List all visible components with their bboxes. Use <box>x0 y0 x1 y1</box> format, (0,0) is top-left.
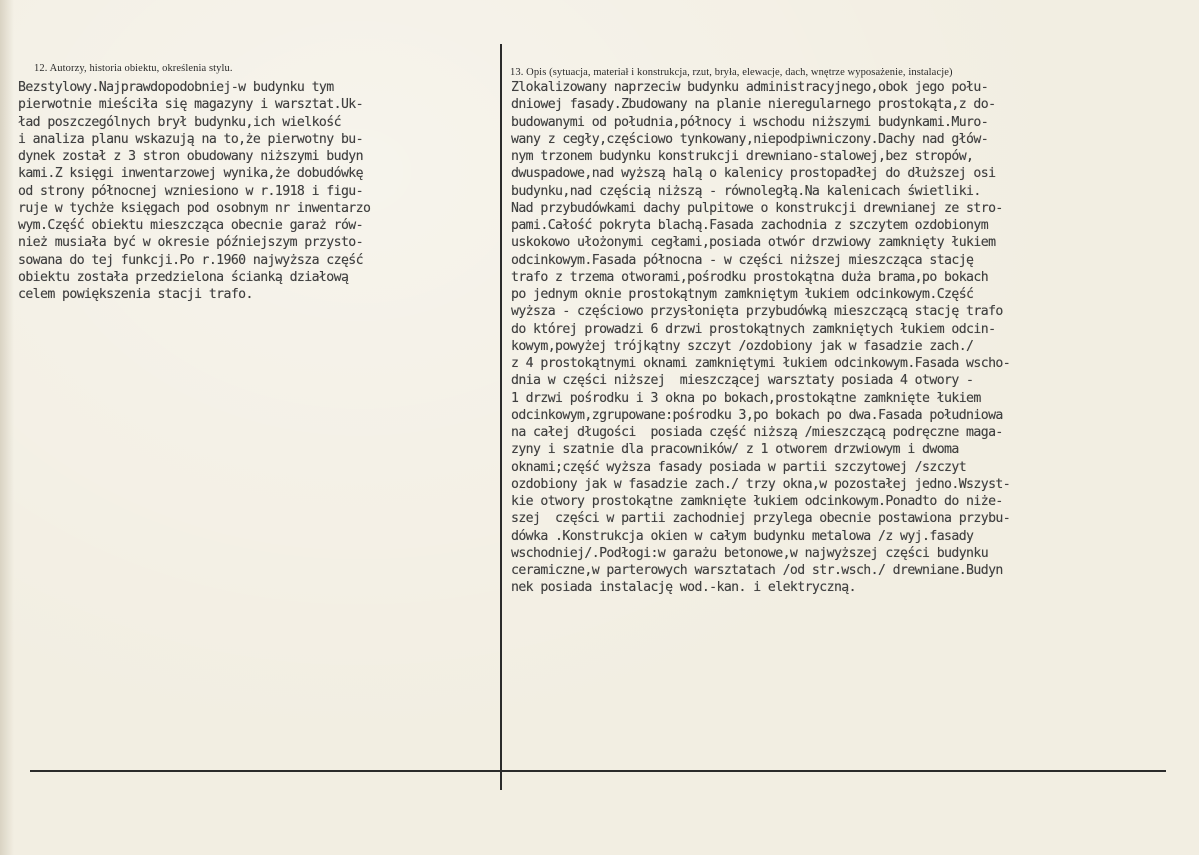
description-text-line: odcinkowym,zgrupowane:pośrodku 3,po bokach po dwa.Fasada południowa <box>511 407 1003 423</box>
description-text-line: Zlokalizowany naprzeciw budynku administracyjnego,obok jego połu- <box>511 80 989 95</box>
bottom-rule <box>30 770 1166 772</box>
description-text-line: wschodniej/.Podłogi:w garażu betonowe,w najwyższej części budynku <box>511 545 989 561</box>
description-text-line: na całej długości posiada część niższą /mieszczącą podręczne maga- <box>511 425 1003 440</box>
history-text-line: dynek został z 3 stron obudowany niższymi budyn <box>18 149 363 164</box>
description-text-line: pami.Całość pokryta blachą.Fasada zachodnia z szczytem ozdobionym <box>511 218 989 233</box>
description-text-line: 1 drzwi pośrodku i 3 okna po bokach,prostokątne zamknięte łukiem <box>511 390 981 406</box>
history-text-line: celem powiększenia stacji trafo. <box>18 287 253 302</box>
description-text-line: wyższa - częściowo przysłonięta przybudówką mieszczącą stację trafo <box>511 304 1003 320</box>
description-text-line: dnia w części niższej mieszczącej warsztaty posiada 4 otwory - <box>511 373 974 389</box>
description-text-line: oknami;część wyższa fasady posiada w partii szczytowej /szczyt <box>511 459 967 475</box>
column-divider <box>500 44 502 790</box>
history-text-line: i analiza planu wskazują na to,że pierwotny bu- <box>18 131 363 147</box>
history-text-line: obiektu została przedzielona ścianką działową <box>18 269 349 285</box>
page-edge-shadow <box>0 0 14 855</box>
description-text-line: szej części w partii zachodniej przylega obecnie postawiona przybu- <box>511 511 1011 527</box>
description-text-line: uskokowo ułożonymi cegłami,posiada otwór drzwiowy zamknięty łukiem <box>511 235 996 251</box>
description-text-line: z 4 prostokątnymi oknami zamkniętymi łukiem odcinkowym.Fasada wscho- <box>511 356 1011 371</box>
description-text <box>511 79 1010 597</box>
history-text-line: ruje w tychże księgach pod osobnym nr inwentarzo <box>18 200 371 216</box>
description-text-line: nek posiada instalację wod.-kan. i elektryczną. <box>511 580 856 596</box>
history-text-line: wym.Część obiektu mieszcząca obecnie garaż rów- <box>18 218 363 233</box>
description-text-line: odcinkowym.Fasada północna - w części niższej mieszcząca stację <box>511 252 974 268</box>
history-text-line: ład poszczególnych brył budynku,ich wielkość <box>18 114 341 130</box>
description-text-line: ceramiczne,w parterowych warsztatach /od str.wsch./ drewniane.Budyn <box>511 563 1003 578</box>
description-text-line: Nad przybudówkami dachy pulpitowe o konstrukcji drewnianej ze stro- <box>511 200 1003 216</box>
description-text-line: kowym,powyżej trójkątny szczyt /ozdobiony jak w fasadzie zach./ <box>511 338 974 354</box>
history-text-line: sowana do tej funkcji.Po r.1960 najwyższa część <box>18 252 363 268</box>
description-text-line: nym trzonem budynku konstrukcji drewniano-stalowej,bez stropów, <box>511 149 974 164</box>
history-text-line: nież musiała być w okresie późniejszym przysto- <box>18 235 363 251</box>
description-text-line: dówka .Konstrukcja okien w całym budynku metalowa /z wyj.fasady <box>511 528 974 544</box>
description-text-line: zyny i szatnie dla pracowników/ z 1 otworem drzwiowym i dwoma <box>511 442 959 458</box>
history-text <box>18 79 370 303</box>
history-text-line: kami.Z księgi inwentarzowej wynika,że dobudówkę <box>18 166 363 182</box>
description-text-line: kie otwory prostokątne zamknięte łukiem odcinkowym.Ponadto do niże- <box>511 494 1003 509</box>
description-text-line: po jednym oknie prostokątnym zamkniętym łukiem odcinkowym.Część <box>511 287 974 302</box>
history-text-line: Bezstylowy.Najprawdopodobniej-w budynku tym <box>18 80 334 95</box>
description-text-line: dwuspadowe,nad wyższą halą o kalenicy prostopadłej do dłuższej osi <box>511 166 996 182</box>
description-text-line: ozdobiony jak w fasadzie zach./ trzy okna,w pozostałej jedno.Wszyst- <box>511 476 1011 492</box>
history-text-line: od strony północnej wzniesiono w r.1918 i figu- <box>18 183 363 199</box>
description-text-line: trafo z trzema otworami,pośrodku prostokątna duża brama,po bokach <box>511 269 989 285</box>
description-text-line: wany z cegły,częściowo tynkowany,niepodpiwniczony.Dachy nad głów- <box>511 131 989 147</box>
description-text-line: dniowej fasady.Zbudowany na planie nieregularnego prostokąta,z do- <box>511 97 996 113</box>
description-text-line: do której prowadzi 6 drzwi prostokątnych zamkniętych łukiem odcin- <box>511 321 996 337</box>
description-text-line: budynku,nad częścią niższą - równoległą.Na kalenicach świetliki. <box>511 183 981 199</box>
section-12-header: 12. Autorzy, historia obiektu, określenia stylu. <box>34 63 233 74</box>
history-text-line: pierwotnie mieściła się magazyny i warsztat.Uk- <box>18 97 363 113</box>
section-13-header: 13. Opis (sytuacja, materiał i konstrukcja, rzut, bryła, elewacje, dach, wnętrze wyposażenie, instalacje) <box>510 67 953 78</box>
description-text-line: budowanymi od południa,północy i wschodu niższymi budynkami.Muro- <box>511 114 989 130</box>
